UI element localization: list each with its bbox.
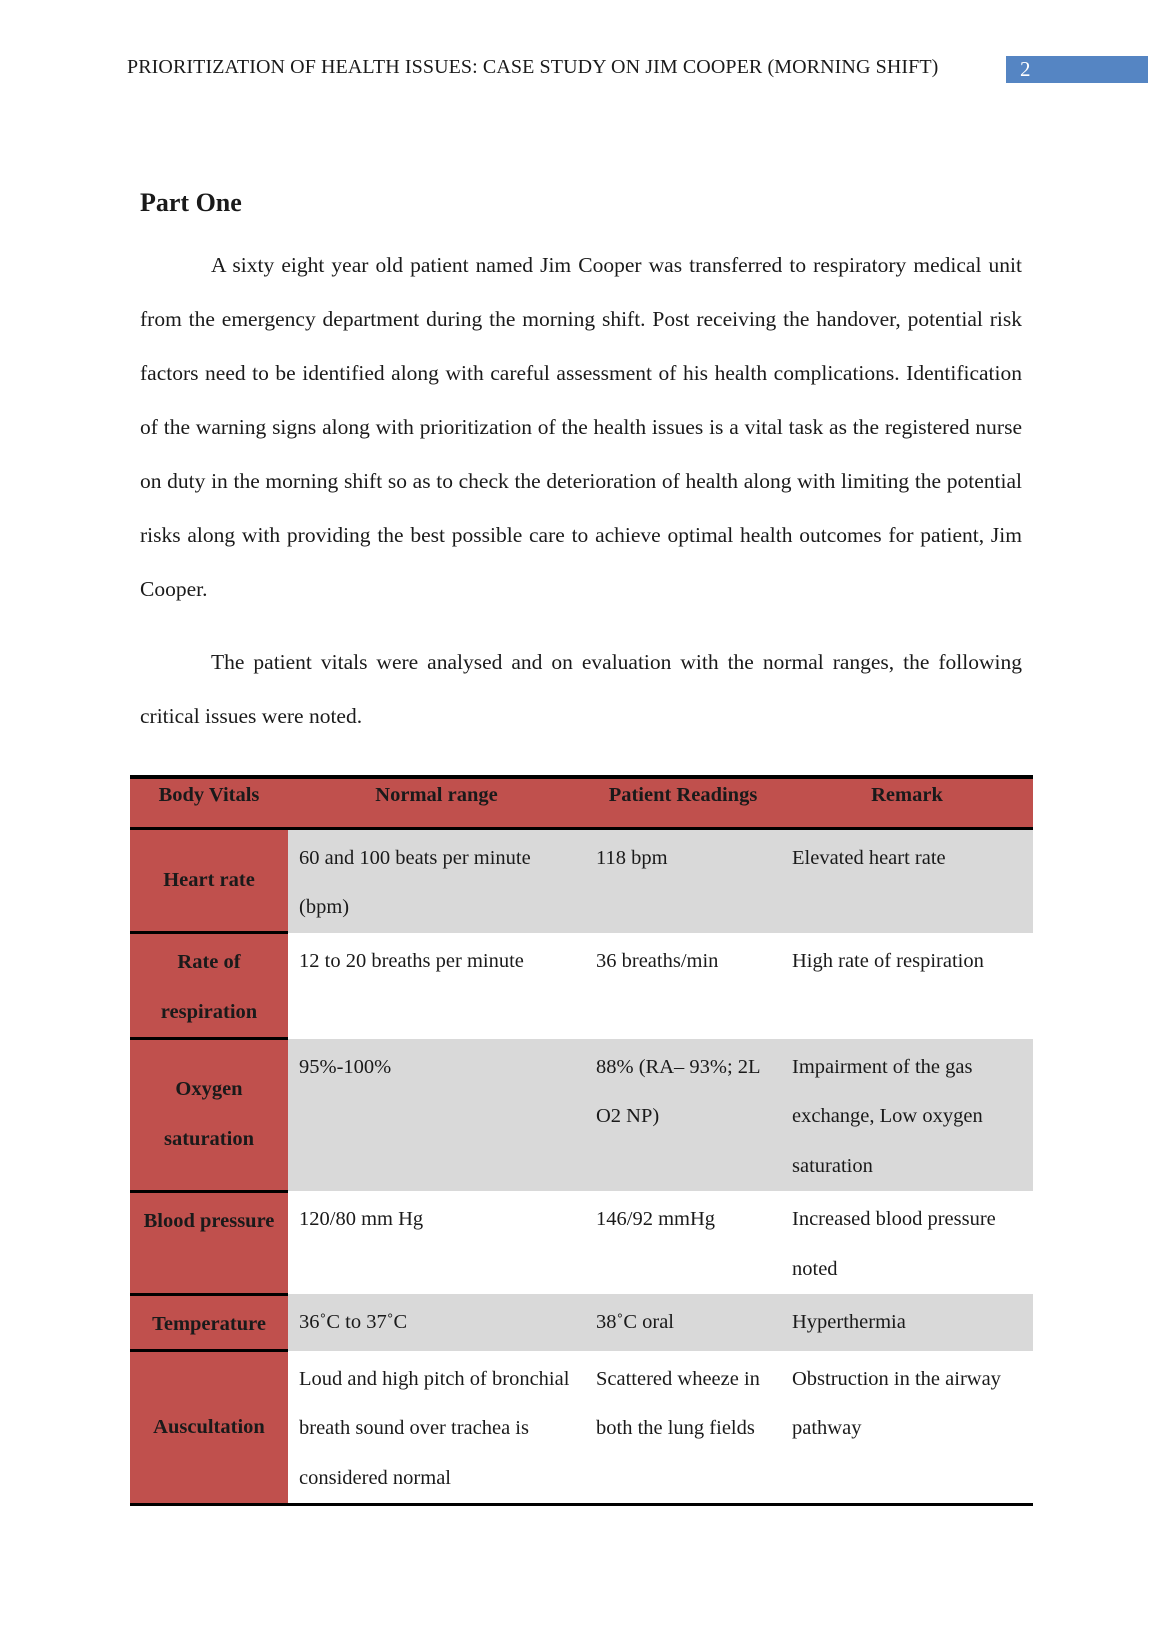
paragraph-intro: A sixty eight year old patient named Jim Cooper was transferred to respiratory medical unit from the emergency department during the morning shift. Post receiving the handover, potential risk factors need to be identified along with careful assessment of his health complications. Identification of the warning signs along with prioritization of the health issues is a vital task as the registered nurse on duty in the morning shift so as to check the deterioration of health along with limiting the potential risks along with providing the best possible care to achieve optimal health outcomes for patient, Jim Cooper. bbox=[140, 253, 1022, 601]
remark-cell: Increased blood pressure noted bbox=[792, 1208, 996, 1280]
normal-range-cell: 36˚C to 37˚C bbox=[288, 1294, 585, 1351]
remark-cell: Impairment of the gas exchange, Low oxygen saturation bbox=[781, 1039, 1033, 1192]
reading-cell: 146/92 mmHg bbox=[596, 1208, 716, 1230]
remark-cell: High rate of respiration bbox=[792, 949, 984, 972]
vitals-table bbox=[130, 775, 1033, 1506]
reading-cell: 118 bpm bbox=[585, 828, 781, 933]
header-normal-range: Normal range bbox=[288, 777, 585, 828]
table-row bbox=[130, 1039, 1033, 1192]
vital-label: Auscultation bbox=[130, 1351, 288, 1505]
vital-label: Rate of respiration bbox=[130, 933, 288, 1039]
header-remark: Remark bbox=[781, 777, 1033, 828]
table-row bbox=[130, 933, 1033, 1039]
vital-label: Oxygen saturation bbox=[130, 1039, 288, 1192]
remark-cell: Hyperthermia bbox=[781, 1294, 1033, 1351]
normal-range-cell: Loud and high pitch of bronchial breath sound over trachea is considered normal bbox=[288, 1351, 585, 1505]
section-heading: Part One bbox=[140, 188, 242, 217]
table-row bbox=[130, 1351, 1033, 1505]
reading-cell: Scattered wheeze in both the lung fields bbox=[585, 1351, 781, 1505]
vital-label: Temperature bbox=[130, 1294, 288, 1351]
header-body-vitals: Body Vitals bbox=[130, 777, 288, 828]
normal-range-cell: 120/80 mm Hg bbox=[299, 1208, 424, 1230]
normal-range-cell: 95%-100% bbox=[288, 1039, 585, 1192]
reading-cell: 36 breaths/min bbox=[596, 949, 719, 972]
table-header-row bbox=[130, 777, 1033, 828]
table-row bbox=[130, 1294, 1033, 1351]
reading-cell: 38˚C oral bbox=[585, 1294, 781, 1351]
normal-range-cell: 12 to 20 breaths per minute bbox=[299, 949, 524, 972]
remark-cell: Obstruction in the airway pathway bbox=[781, 1351, 1033, 1505]
table-row bbox=[130, 828, 1033, 933]
paragraph-vitals: The patient vitals were analysed and on evaluation with the normal ranges, the following critical issues were noted. bbox=[140, 650, 1022, 728]
running-header: PRIORITIZATION OF HEALTH ISSUES: CASE STUDY ON JIM COOPER (MORNING SHIFT) bbox=[127, 56, 939, 78]
table-row bbox=[130, 1191, 1033, 1294]
normal-range-cell: 60 and 100 beats per minute (bpm) bbox=[288, 828, 585, 933]
header-patient-readings: Patient Readings bbox=[585, 777, 781, 828]
page-number: 2 bbox=[1006, 56, 1148, 83]
vital-label: Heart rate bbox=[130, 828, 288, 933]
reading-cell: 88% (RA– 93%; 2L O2 NP) bbox=[585, 1039, 781, 1192]
remark-cell: Elevated heart rate bbox=[781, 828, 1033, 933]
vital-label: Blood pressure bbox=[130, 1191, 288, 1294]
